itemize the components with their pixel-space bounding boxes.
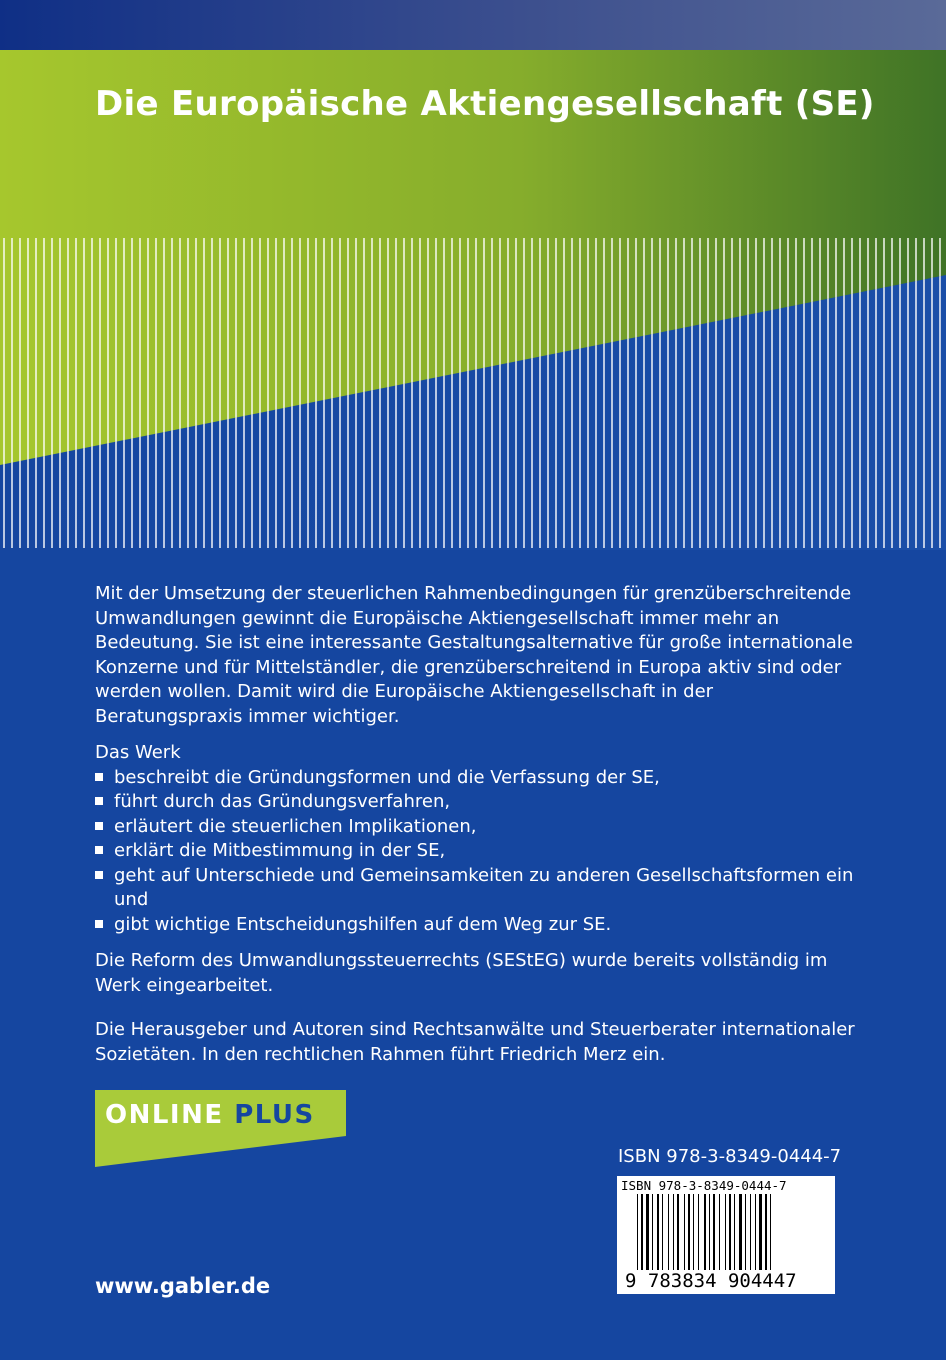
list-item: führt durch das Gründungsverfahren,: [95, 790, 855, 815]
barcode-bar: [673, 1194, 674, 1272]
bullet-square-icon: [95, 920, 103, 928]
barcode-bar: [637, 1194, 638, 1272]
bullet-square-icon: [95, 871, 103, 879]
list-item: beschreibt die Gründungsformen und die Verfassung der SE,: [95, 766, 855, 791]
barcode-bar: [668, 1194, 669, 1272]
list-item: geht auf Unterschiede und Gemeinsamkeiten zu anderen Gesellschaftsformen ein und: [95, 864, 855, 913]
barcode-digits: 9 783834 904447: [625, 1270, 797, 1292]
website-url: www.gabler.de: [95, 1274, 271, 1298]
bullet-square-icon: [95, 773, 103, 781]
barcode-bar: [765, 1194, 767, 1272]
barcode-bar: [709, 1194, 710, 1272]
barcode: [617, 1176, 835, 1294]
bullet-square-icon: [95, 797, 103, 805]
bullet-square-icon: [95, 822, 103, 830]
blurb: [95, 582, 855, 1067]
authors-paragraph: Die Herausgeber und Autoren sind Rechtsanwälte und Steuerberater internationaler Sozietäten. In den rechtlichen Rahmen führt Friedrich Merz ein.: [95, 1019, 855, 1065]
barcode-bar: [719, 1194, 720, 1272]
book-title: Die Europäische Aktiengesellschaft (SE): [95, 84, 875, 124]
isbn-label: ISBN 978-3-8349-0444-7: [618, 1146, 842, 1167]
barcode-bar: [734, 1194, 735, 1272]
online-plus-label: [105, 1100, 315, 1130]
barcode-bar: [755, 1194, 756, 1272]
intro-paragraph: Mit der Umsetzung der steuerlichen Rahmenbedingungen für grenzüberschreitende Umwandlungen gewinnt die Europäische Aktiengesellschaft immer mehr an Bedeutung. Sie ist eine interessante Gestaltungsalternative für große internationale Konzerne und für Mittelständler, die grenzüberschreitend in Europa aktiv sind oder werden wollen. Damit wird die Europäische Aktiengesellschaft in der Beratungspraxis immer wichtiger.: [95, 583, 853, 727]
barcode-bar: [725, 1194, 726, 1272]
barcode-bar: [745, 1194, 746, 1272]
barcode-bar: [662, 1194, 663, 1272]
barcode-bar: [641, 1194, 643, 1272]
online-text: ONLINE: [105, 1100, 224, 1130]
barcode-bar: [693, 1194, 694, 1272]
barcode-bar: [713, 1194, 715, 1272]
barcode-bar: [684, 1194, 685, 1272]
barcode-bar: [759, 1194, 762, 1272]
barcode-bar: [657, 1194, 659, 1272]
top-gradient-bar: [0, 0, 946, 50]
barcode-bar: [688, 1194, 690, 1272]
decorative-stripe-band: [0, 50, 946, 550]
barcode-isbn-text: ISBN 978-3-8349-0444-7: [621, 1178, 787, 1193]
barcode-bar: [652, 1194, 653, 1272]
list-item: gibt wichtige Entscheidungshilfen auf dem Weg zur SE.: [95, 913, 855, 938]
list-item: erläutert die steuerlichen Implikationen,: [95, 815, 855, 840]
barcode-bar: [770, 1194, 771, 1272]
barcode-bar: [698, 1194, 699, 1272]
bullet-square-icon: [95, 846, 103, 854]
barcode-bar: [677, 1194, 679, 1272]
feature-list: [95, 766, 855, 938]
list-heading: Das Werk: [95, 742, 181, 763]
plus-text: PLUS: [234, 1100, 315, 1130]
barcode-bar: [739, 1194, 742, 1272]
barcode-bar: [750, 1194, 751, 1272]
barcode-bar: [704, 1194, 706, 1272]
barcode-bar: [646, 1194, 649, 1272]
barcode-bar: [729, 1194, 731, 1272]
reform-paragraph: Die Reform des Umwandlungssteuerrechts (SEStEG) wurde bereits vollständig im Werk eingearbeitet.: [95, 950, 828, 996]
list-item: erklärt die Mitbestimmung in der SE,: [95, 839, 855, 864]
